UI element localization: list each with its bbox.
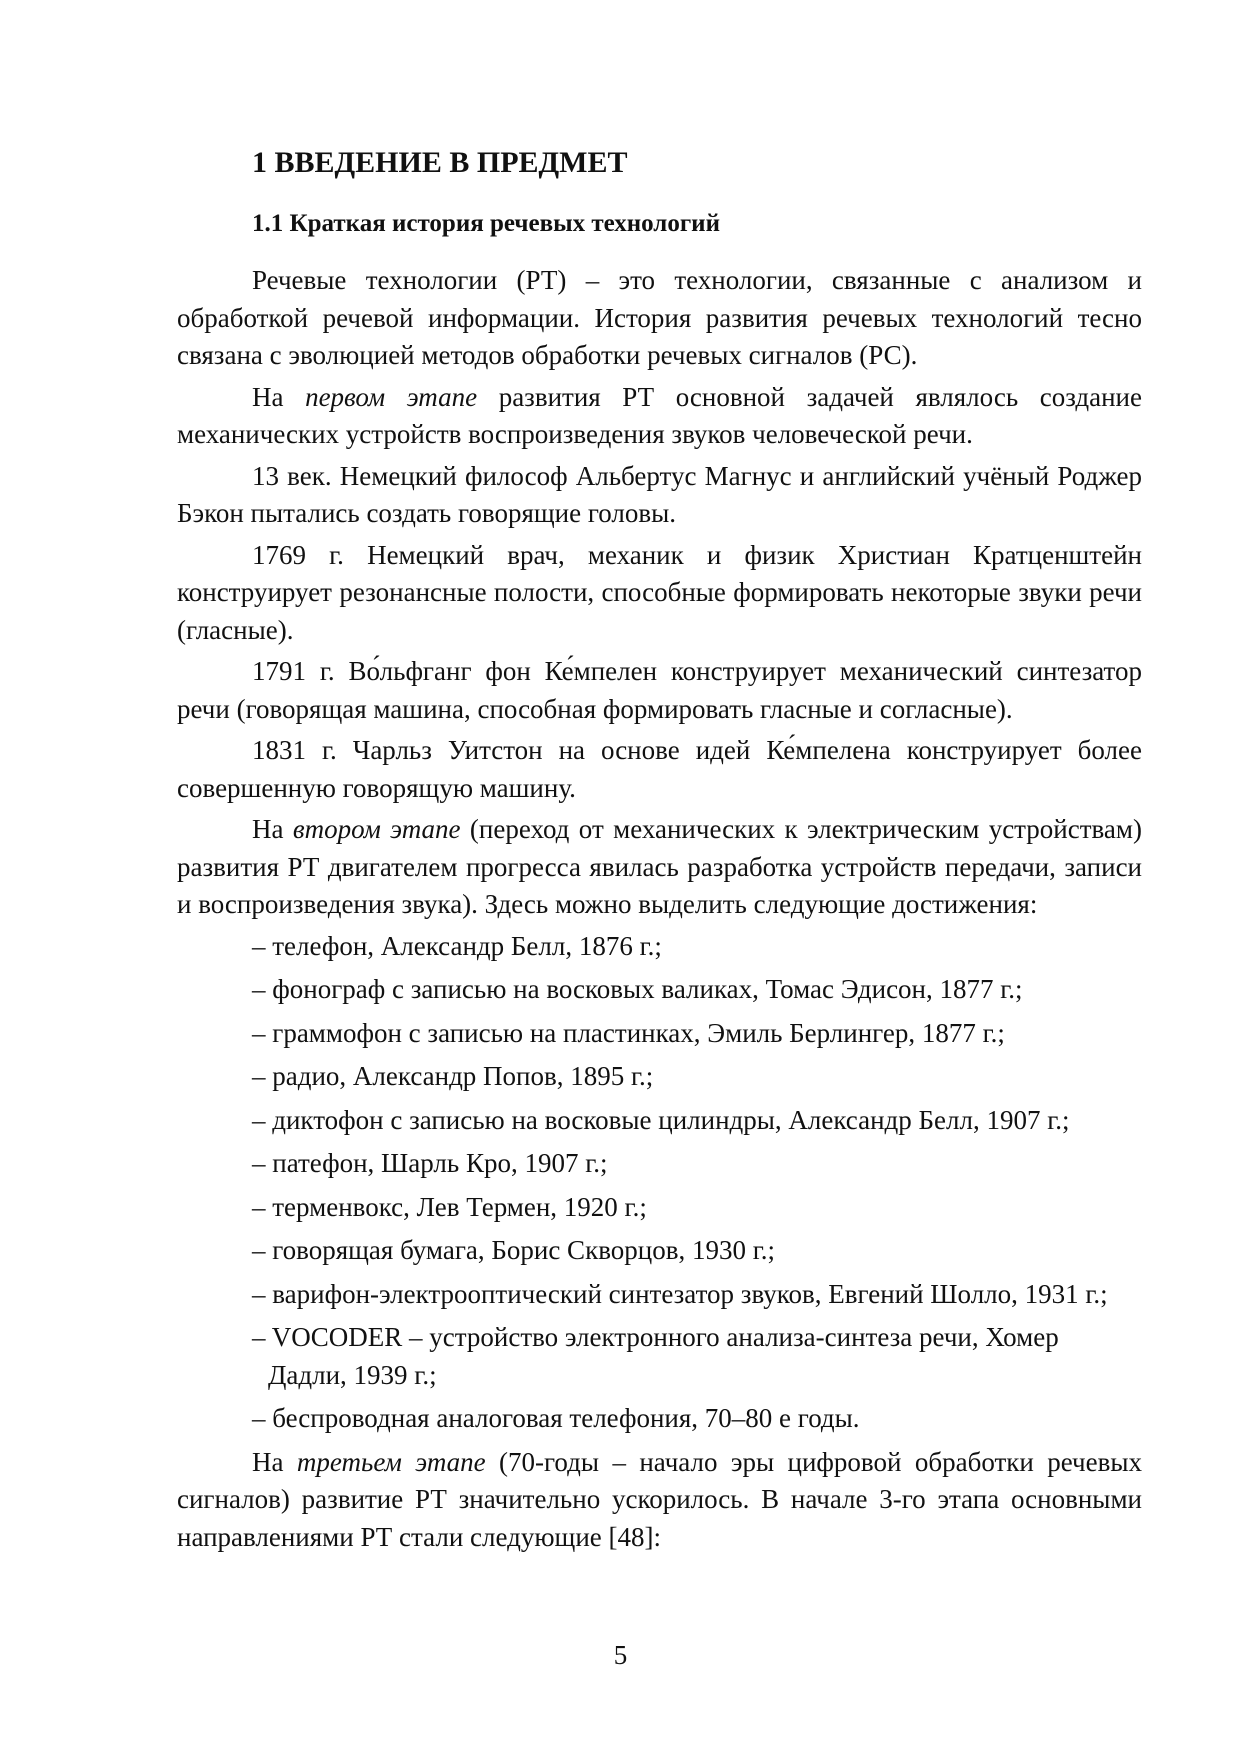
list-item: – беспроводная аналоговая телефония, 70–80 е годы. (252, 1403, 860, 1433)
paragraph-intro: Речевые технологии (РТ) – это технологии, связанные с анализом и обработкой речевой информации. История развития речевых технологий тесно связана с эволюцией методов обработки речевых сигналов (РС). (177, 265, 1142, 370)
paragraph-third-stage (177, 1444, 1142, 1557)
emphasis-third-stage: третьем этапе (296, 1446, 486, 1477)
text-span: На (252, 381, 306, 412)
page-number: 5 (613, 1640, 628, 1670)
list-item: – говорящая бумага, Борис Скворцов, 1930 г.; (252, 1235, 775, 1265)
list-item: – фонограф с записью на восковых валиках, Томас Эдисон, 1877 г.; (252, 974, 1023, 1004)
list-item: – патефон, Шарль Кро, 1907 г.; (252, 1148, 608, 1178)
text-span: (переход от механических к электрическим устройствам) развития РТ двигателем прогресса явилась разработка устройств передачи, записи и воспроизведения звука). Здесь можно выделить следующие достижения: (177, 814, 1142, 919)
emphasis-first-stage: первом этапе (305, 381, 478, 412)
text-span: На (252, 814, 293, 844)
chapter-title: 1 ВВЕДЕНИЕ В ПРЕДМЕТ (252, 146, 628, 179)
list-item: – граммофон с записью на пластинках, Эмиль Берлингер, 1877 г.; (252, 1017, 1005, 1048)
paragraph-1791: 1791 г. Во́льфганг фон Ке́мпелен конструирует механический синтезатор речи (говорящая машина, способная формировать гласные и согласные). (177, 656, 1142, 724)
paragraph-1831: 1831 г. Чарльз Уитстон на основе идей Ке́мпелена конструирует более совершенную говорящую машину. (177, 735, 1142, 803)
text-span: развития РТ основной задачей являлось создание механических устройств воспроизведения звуков человеческой речи. (177, 381, 1142, 449)
section-title: 1.1 Краткая история речевых технологий (252, 210, 720, 237)
text-span: (70-годы – начало эры цифровой обработки речевых сигналов) развитие РТ значительно ускорилось. В начале 3-го этапа основными направлениями РТ стали следующие [48]: (177, 1446, 1142, 1552)
list-item: – радио, Александр Попов, 1895 г.; (252, 1061, 654, 1091)
achievements-list (177, 928, 1142, 1438)
list-item-continuation: Дадли, 1939 г.; (268, 1359, 437, 1390)
paragraph-13-century: 13 век. Немецкий философ Альбертус Магнус и английский учёный Роджер Бэкон пытались создать говорящие головы. (177, 460, 1142, 528)
list-item: – терменвокс, Лев Термен, 1920 г.; (252, 1191, 647, 1222)
list-item: – варифон-электрооптический синтезатор звуков, Евгений Шолло, 1931 г.; (252, 1278, 1108, 1309)
text-span: На (252, 1446, 297, 1477)
paragraph-1769: 1769 г. Немецкий врач, механик и физик Христиан Кратценштейн конструирует резонансные полости, способные формировать некоторые звуки речи (гласные). (177, 539, 1142, 645)
paragraph-second-stage (177, 811, 1142, 924)
list-item: – диктофон с записью на восковые цилиндры, Александр Белл, 1907 г.; (252, 1104, 1070, 1135)
list-item-line: – VOCODER – устройство электронного анализа-синтеза речи, Хомер (252, 1322, 1059, 1352)
list-item: – телефон, Александр Белл, 1876 г.; (252, 930, 662, 961)
list-item (177, 1319, 1142, 1394)
body-text (177, 262, 1142, 1560)
emphasis-second-stage: втором этапе (292, 814, 461, 844)
paragraph-first-stage (177, 379, 1142, 454)
